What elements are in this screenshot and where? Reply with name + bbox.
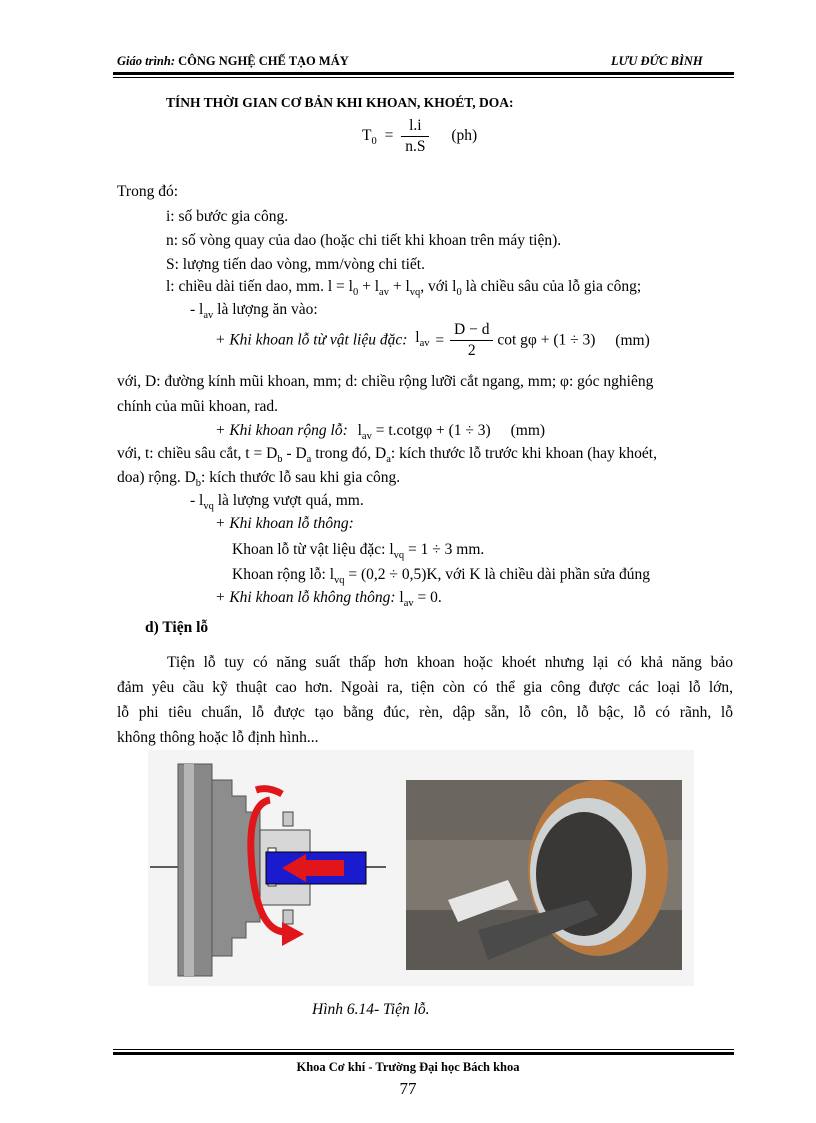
paragraph-boring: Tiện lỗ tuy có năng suất thấp hơn khoan hoặc khoét nhưng lại có khả năng bảo đảm yêu cầu kỹ thuật cao hơn. Ngoài ra, tiện còn có thể gia công được các loại lỗ lớn, lỗ phi tiêu chuẩn, lỗ được tạo bằng đúc, rèn, dập sẵn, lỗ côn, lỗ bậc, lỗ có rãnh, lỗ không thông hoặc lỗ định hình... xyxy=(117,654,733,746)
figure-boring xyxy=(148,750,694,986)
subsection-title: d) Tiện lỗ xyxy=(145,619,209,636)
through-solid: Khoan lỗ từ vật liệu đặc: $l_{vq} = 1 \div 3$ mm. xyxy=(232,541,485,561)
boring-diagram xyxy=(148,750,694,986)
def-s: S: lượng tiến dao vòng, mm/vòng chi tiết. xyxy=(166,256,425,273)
formula-lav-widen: + Khi khoan rộng lỗ: $l_{av} = t.\cot g\varphi + (1 \div 3)$ (mm) xyxy=(215,422,546,442)
formula-fraction: $\frac{l.i}{n.S}$ xyxy=(401,116,429,157)
def-i: i: số bước gia công. xyxy=(166,208,289,225)
footer-faculty: Khoa Cơ khí - Trường Đại học Bách khoa xyxy=(296,1060,520,1074)
header-rule-thin xyxy=(113,77,734,78)
para1-line1: với, D: đường kính mũi khoan, mm; d: chiều rộng lưỡi cắt ngang, mm; φ: góc nghiêng xyxy=(117,373,654,390)
para2-line1: với, t: chiều sâu cắt, $t = D_b - D_a$ trong đó, $D_a$: kích thước lỗ trước khi khoan (hay khoét, xyxy=(117,445,657,465)
formula-lhs: $T_0$ xyxy=(362,127,377,148)
footer-rule-thick xyxy=(113,1052,734,1055)
para2-line2: doa) rộng. $D_b$: kích thước lỗ sau khi gia công. xyxy=(117,469,401,489)
formula-time: $T_0$ = $\frac{l.i}{n.S}$ (ph) xyxy=(362,117,478,155)
para1-line2: chính của mũi khoan, rad. xyxy=(117,398,278,415)
def-l: l: chiều dài tiến dao, mm. $l = l_0 + l_{av} + l_{vq}$, với $l_0$ là chiều sâu của lỗ gia công; xyxy=(166,278,642,298)
lav-intro: - $l_{av}$ là lượng ăn vào: xyxy=(190,301,318,321)
header-course-label: Giáo trình: xyxy=(117,54,176,68)
header-rule-thick xyxy=(113,72,734,75)
figure-caption: Hình 6.14- Tiện lỗ. xyxy=(312,1001,430,1018)
where-label: Trong đó: xyxy=(117,183,179,200)
section-title: TÍNH THỜI GIAN CƠ BẢN KHI KHOAN, KHOÉT, DOA: xyxy=(166,95,514,110)
header-course-title: CÔNG NGHỆ CHẾ TẠO MÁY xyxy=(178,54,349,68)
through-label: + Khi khoan lỗ thông: xyxy=(215,515,354,532)
through-widen: Khoan rộng lỗ: $l_{vq} = (0,2 \div 0,5)K$, với K là chiều dài phần sửa đúng xyxy=(232,566,650,586)
footer-rule-thin xyxy=(113,1049,734,1050)
blind-hole: + Khi khoan lỗ không thông: $l_{av} = 0$. xyxy=(215,589,442,609)
header-left xyxy=(117,54,349,69)
page-number: 77 xyxy=(399,1079,417,1098)
def-n: n: số vòng quay của dao (hoặc chi tiết khi khoan trên máy tiện). xyxy=(166,232,562,249)
formula-lav-solid: + Khi khoan lỗ từ vật liệu đặc: $l_{av}$ = $\frac{D - d}{2}$ cot gφ + (1 ÷ 3) (mm) xyxy=(215,321,650,359)
formula-lav-fraction: $\frac{D - d}{2}$ xyxy=(450,320,493,361)
lvq-intro: - $l_{vq}$ là lượng vượt quá, mm. xyxy=(190,492,364,512)
header-author: LƯU ĐỨC BÌNH xyxy=(611,54,703,68)
